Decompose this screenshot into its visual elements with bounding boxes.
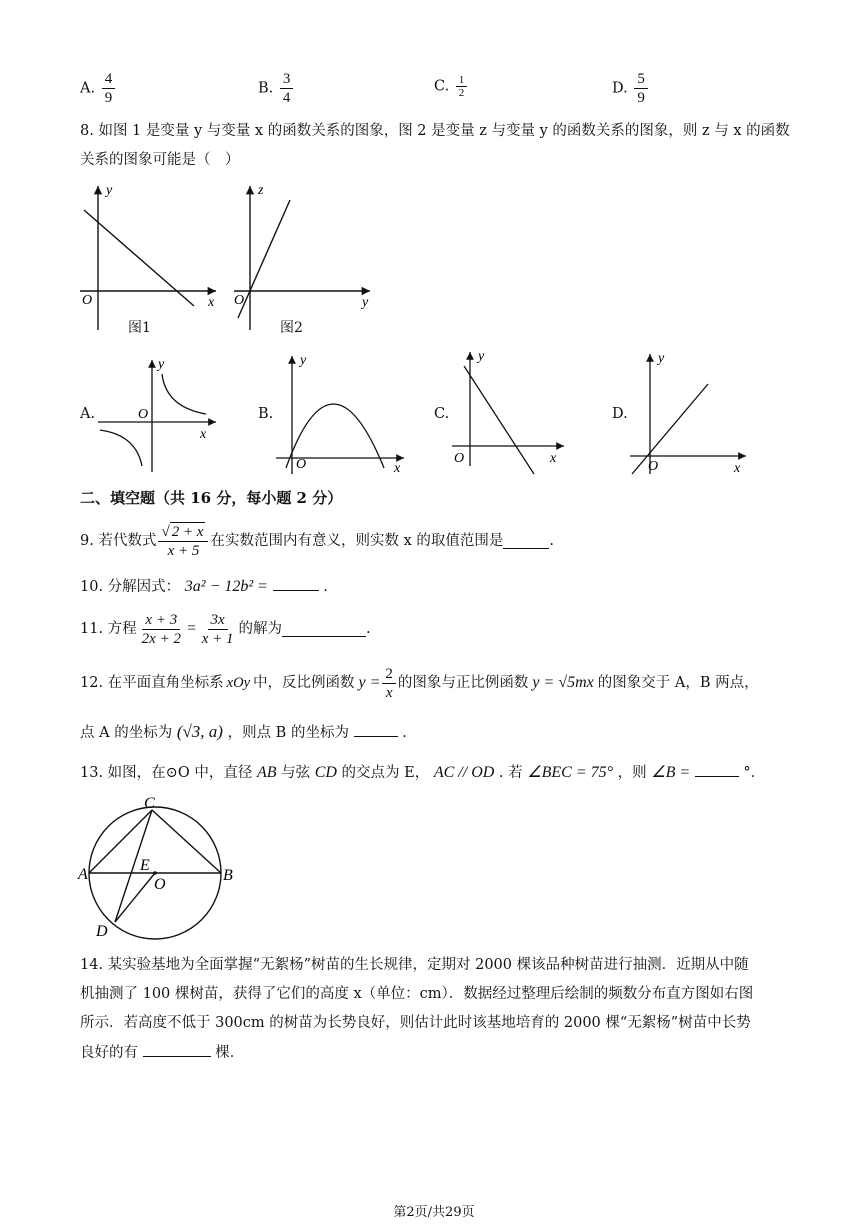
fig1-origin: O [82,293,93,308]
fig2-origin: O [234,293,245,308]
q8-option-a-label: A. [80,406,96,422]
optC-x: x [550,451,557,466]
q13-text: 13. 如图，在⊙O 中，直径 AB 与弦 CD 的交点为 E， AC // OD . 若 ∠BEC = 75° ，则 ∠B = °． [80,764,766,781]
optA-origin: O [138,407,149,422]
fig2-y-label: y [362,295,369,310]
q8-option-a-graph [96,352,226,477]
optA-y: y [158,357,165,372]
q10: 10. 分解因式： 3a² − 12b² = . [80,578,328,595]
q11-answer-blank[interactable] [282,622,366,637]
q14-line1: 14. 某实验基地为全面掌握“无絮杨”树苗的生长规律，定期对 2000 棵该品种树苗进行抽测．近期从中随 [80,957,749,973]
q8-line1: 8. 如图 1 是变量 y 与变量 x 的函数关系的图象，图 2 是变量 z 与变量 y 的函数关系的图象，则 z 与 x 的函数 [80,123,790,139]
q7-option-b: B. $\frac{3}{4}$ [258,70,295,107]
q7-option-d: D. $\frac{5}{9}$ [612,70,650,107]
q8-line2: 关系的图象可能是（ ） [80,152,240,168]
label-o: O [154,876,166,893]
q14-line2: 机抽测了 100 棵树苗，获得了它们的高度 x（单位：cm）．数据经过整理后绘制的频数分布直方图如右图 [80,986,754,1002]
q8-option-d-graph [628,350,758,475]
optD-y: y [658,351,665,366]
figure-1-graph [76,180,226,340]
fig1-x-label: x [208,295,215,310]
optA-x: x [200,427,207,442]
q14-line3: 所示．若高度不低于 300cm 的树苗为长势良好，则估计此时该基地培育的 2000 棵“无絮杨”树苗中长势 [80,1015,751,1031]
q8-option-b-graph [272,350,412,475]
label-a: A [78,866,88,883]
q12-line2: 点 A 的坐标为 (√3, a) ，则点 B 的坐标为 . [80,722,407,741]
q11: 11. 方程 $\frac{x + 3}{2x + 2}$ = $\frac{3x}{x + 1}$ 的解为 . [80,611,371,647]
optD-x: x [734,461,741,475]
q8-option-b-label: B. [258,406,274,422]
q12-answer-blank[interactable] [354,722,398,737]
q8-option-c-graph [450,348,580,478]
section-title: 二、填空题（共 16 分，每小题 2 分） [80,489,343,507]
optC-origin: O [454,451,465,466]
optB-origin: O [296,457,307,472]
optB-y: y [300,353,307,368]
label-c: C [144,795,155,812]
q14-line4: 良好的有 棵． [80,1042,244,1063]
q9-answer-blank[interactable] [503,534,549,549]
q7-option-c: C. $\frac{1}{2}$ [434,74,469,99]
optC-y: y [478,349,485,364]
q12-line1: 12. 在平面直角坐标系 xOy 中，反比例函数 y = $\frac{2}{x}$ 的图象与正比例函数 y = √5mx 的图象交于 A，B 两点， [80,665,759,701]
q13-circle-figure [76,790,246,945]
fig1-y-label: y [106,183,113,198]
q8-option-d-label: D. [612,406,628,422]
optD-origin: O [648,459,659,474]
fig2-caption: 图2 [280,320,303,336]
label-b: B [223,867,233,884]
q7-option-a: A. $\frac{4}{9}$ [80,70,117,107]
label-d: D [96,923,108,940]
q9: 9. 若代数式 $\frac{√ 2 + x}{x + 5}$ 在实数范围内有意义，则实数 x 的取值范围是 . [80,524,554,559]
label-e: E [140,857,150,874]
optB-x: x [394,461,401,475]
q14-answer-blank[interactable] [143,1042,211,1057]
page-footer: 第2页/共29页 [393,1205,475,1220]
fig2-z-label: z [258,183,264,198]
q8-option-c-label: C. [434,406,450,422]
q10-answer-blank[interactable] [273,576,319,591]
figure-2-graph [228,180,378,340]
q13-answer-blank[interactable] [695,762,739,777]
fig1-caption: 图1 [128,320,151,336]
